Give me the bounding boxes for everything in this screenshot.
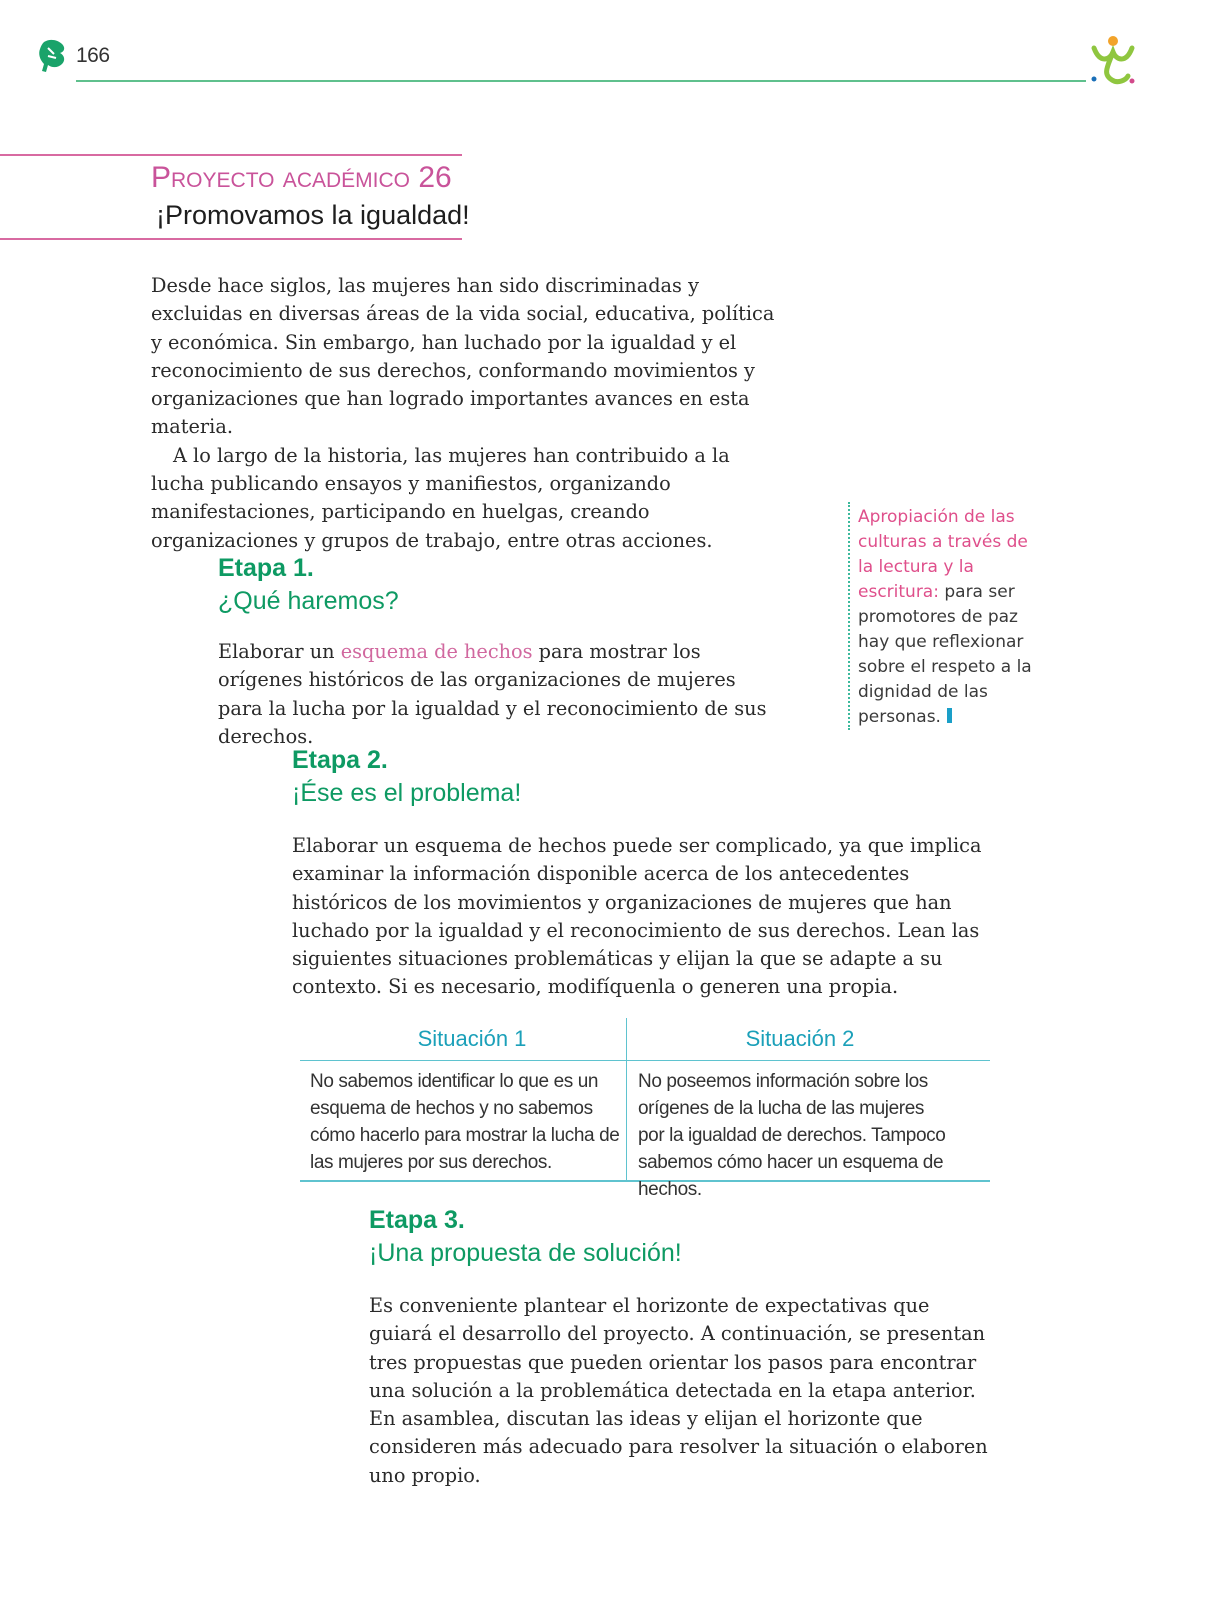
situation-2-column [628, 1020, 972, 1200]
project-title: Proyecto académico 26 [151, 161, 452, 194]
intro-paragraph-1: Desde hace siglos, las mujeres han sido discriminadas y excluidas en diversas áreas de la vida social, educativa, política y económica. Sin embargo, han luchado por la igualdad y el reconocimiento de sus derechos, conformando movimientos y organizaciones que han logrado importantes avances en esta materia. [151, 274, 775, 439]
sidebar-dotted-rule [848, 502, 850, 730]
situation-1-text: No sabemos identificar lo que es un esquema de hechos y no sabemos cómo hacerlo para mostrar la lucha de las mujeres por sus derechos. [310, 1071, 620, 1173]
stage2-heading [292, 744, 521, 810]
sidebar-text: para ser promotores de paz hay que reflexionar sobre el respeto a la dignidad de las personas. [858, 582, 1032, 727]
stage1-label: Etapa 1. [218, 554, 314, 582]
intro-text [151, 272, 781, 555]
stage3-label: Etapa 3. [369, 1206, 465, 1234]
stage3-heading [369, 1204, 682, 1270]
situation-1-column [300, 1020, 644, 1182]
stage1-text-after: para mostrar los orígenes históricos de las organizaciones de mujeres para la lucha por la igualdad y el reconocimiento de sus derechos. [218, 640, 767, 748]
header-rule [76, 80, 1086, 82]
leaf-icon [36, 38, 68, 74]
title-rule-top [0, 154, 462, 156]
stage1-text [218, 638, 778, 751]
glossary-link[interactable]: esquema de hechos [340, 640, 533, 663]
sidebar-highlight: Apropiación de las culturas a través de la lectura y la escritura: [858, 507, 1028, 602]
situation-2-title: Situación 2 [745, 1026, 855, 1051]
sidebar-note [858, 505, 1048, 730]
title-rule-bottom [0, 238, 462, 240]
project-subtitle: ¡Promovamos la igualdad! [156, 200, 470, 230]
stage3-text: Es conveniente plantear el horizonte de expectativas que guiará el desarrollo del proyecto. A continuación, se presentan tres propuestas que pueden orientar los pasos para encontrar una solución a la problemática detectada en la etapa anterior. En asamblea, discutan las ideas y elijan el horizonte que consideren más adecuado para resolver la situación o elaboren uno propio. [369, 1294, 988, 1487]
page-number: 166 [76, 44, 110, 67]
stage1-question: ¿Qué haremos? [218, 587, 399, 615]
stage1-text-before: Elaborar un [218, 640, 341, 663]
stage2-label: Etapa 2. [292, 746, 388, 774]
end-mark-icon [947, 708, 952, 723]
figure-logo-icon [1088, 34, 1138, 86]
situation-1-title: Situación 1 [417, 1026, 527, 1051]
stage2-text: Elaborar un esquema de hechos puede ser complicado, ya que implica examinar la información disponible acerca de los antecedentes históricos de los movimientos y organizaciones de mujeres que han luchado por la igualdad y el reconocimiento de sus derechos. Lean las siguientes situaciones problemáticas y elijan la que se adapte a su contexto. Si es necesario, modifíquenla o generen una propia. [292, 834, 982, 999]
stage1-heading [218, 552, 399, 618]
situations-table [300, 1020, 990, 1200]
stage3-question: ¡Una propuesta de solución! [369, 1239, 682, 1267]
stage2-question: ¡Ése es el problema! [292, 779, 522, 807]
situation-2-text: No poseemos información sobre los orígenes de la lucha de las mujeres por la igualdad de derechos. Tampoco sabemos cómo hacer un esquema de hechos. [638, 1071, 946, 1200]
intro-paragraph-2: A lo largo de la historia, las mujeres han contribuido a la lucha publicando ensayos y manifiestos, organizando manifestaciones, participando en huelgas, creando organizaciones y grupos de trabajo, entre otras acciones. [151, 443, 730, 552]
